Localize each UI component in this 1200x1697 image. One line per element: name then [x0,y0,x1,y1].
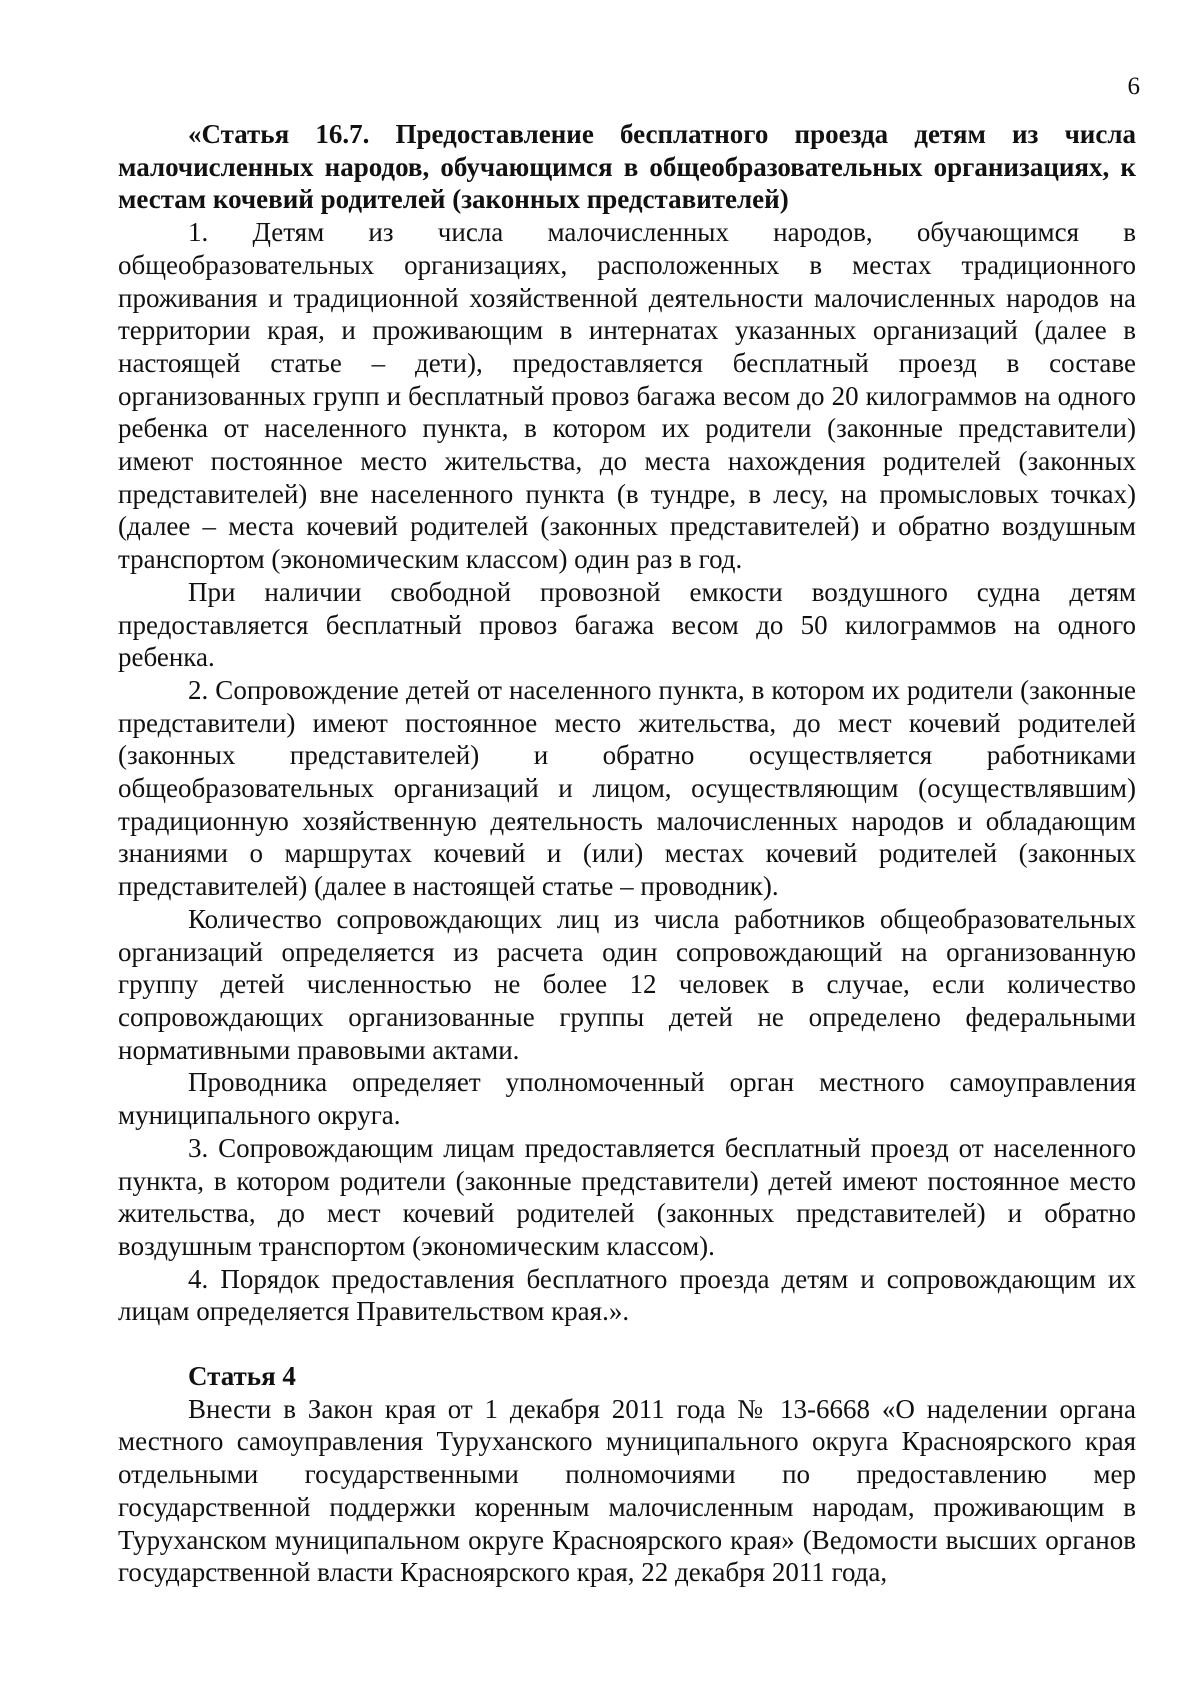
article-16-7-paragraph-3: 2. Сопровождение детей от населенного пункта, в котором их родители (законные представители) имеют постоянное место жительства, до мест кочевий родителей (законных представителей) и обратно осуществляется работниками общеобразовательных организаций и лицом, осуществляющим (осуществлявшим) традиционную хозяйственную деятельность малочисленных народов и обладающим знаниями о маршрутах кочевий и (или) местах кочевий родителей (законных представителей) (далее в настоящей статье – проводник). [118,674,1136,902]
article-16-7-paragraph-4: Количество сопровождающих лиц из числа работников общеобразовательных организаций определяется из расчета один сопровождающий на организованную группу детей численностью не более 12 человек в случае, если количество сопровождающих организованные группы детей не определено федеральными нормативными правовыми актами. [118,903,1136,1065]
page-number: 6 [1127,73,1140,100]
article-4-text: Внести в Закон края от 1 декабря 2011 года № 13-6668 «О наделении органа местного самоуправления Туруханского муниципального округа Красноярского края отдельными государственными полномочиями по предоставлению мер государственной поддержки коренным малочисленным народам, проживающим в Туруханском муниципальном округе Красноярского края» (Ведомости высших органов государственной власти Красноярского края, 22 декабря 2011 года, [118,1393,1136,1588]
article-16-7-heading: «Статья 16.7. Предоставление бесплатного проезда детям из числа малочисленных народов, обучающимся в общеобразовательных организациях, к местам кочевий родителей (законных представителей) [118,119,1136,215]
article-16-7-paragraph-5: Проводника определяет уполномоченный орган местного самоуправления муниципального округа. [118,1067,1136,1131]
article-4-title: Статья 4 [188,1361,296,1392]
article-16-7-paragraph-2: При наличии свободной провозной емкости воздушного судна детям предоставляется бесплатный провоз багажа весом до 50 килограммов на одного ребенка. [118,576,1136,673]
document-body [118,118,1136,1589]
article-16-7-paragraph-1: 1. Детям из числа малочисленных народов, обучающимся в общеобразовательных организациях, расположенных в местах традиционного проживания и традиционной хозяйственной деятельности малочисленных народов на территории края, и проживающим в интернатах указанных организаций (далее в настоящей статье – дети), предоставляется бесплатный проезд в составе организованных групп и бесплатный провоз багажа весом до 20 килограммов на одного ребенка от населенного пункта, в котором их родители (законные представители) имеют постоянное место жительства, до места нахождения родителей (законных представителей) вне населенного пункта (в тундре, в лесу, на промысловых точках) (далее – места кочевий родителей (законных представителей) и обратно воздушным транспортом (экономическим классом) один раз в год. [118,217,1136,575]
article-16-7-paragraph-7: 4. Порядок предоставления бесплатного проезда детям и сопровождающим их лицам определяется Правительством края.». [118,1263,1136,1327]
article-16-7-paragraph-6: 3. Сопровождающим лицам предоставляется бесплатный проезд от населенного пункта, в котором родители (законные представители) детей имеют постоянное место жительства, до мест кочевий родителей (законных представителей) и обратно воздушным транспортом (экономическим классом). [118,1132,1136,1261]
